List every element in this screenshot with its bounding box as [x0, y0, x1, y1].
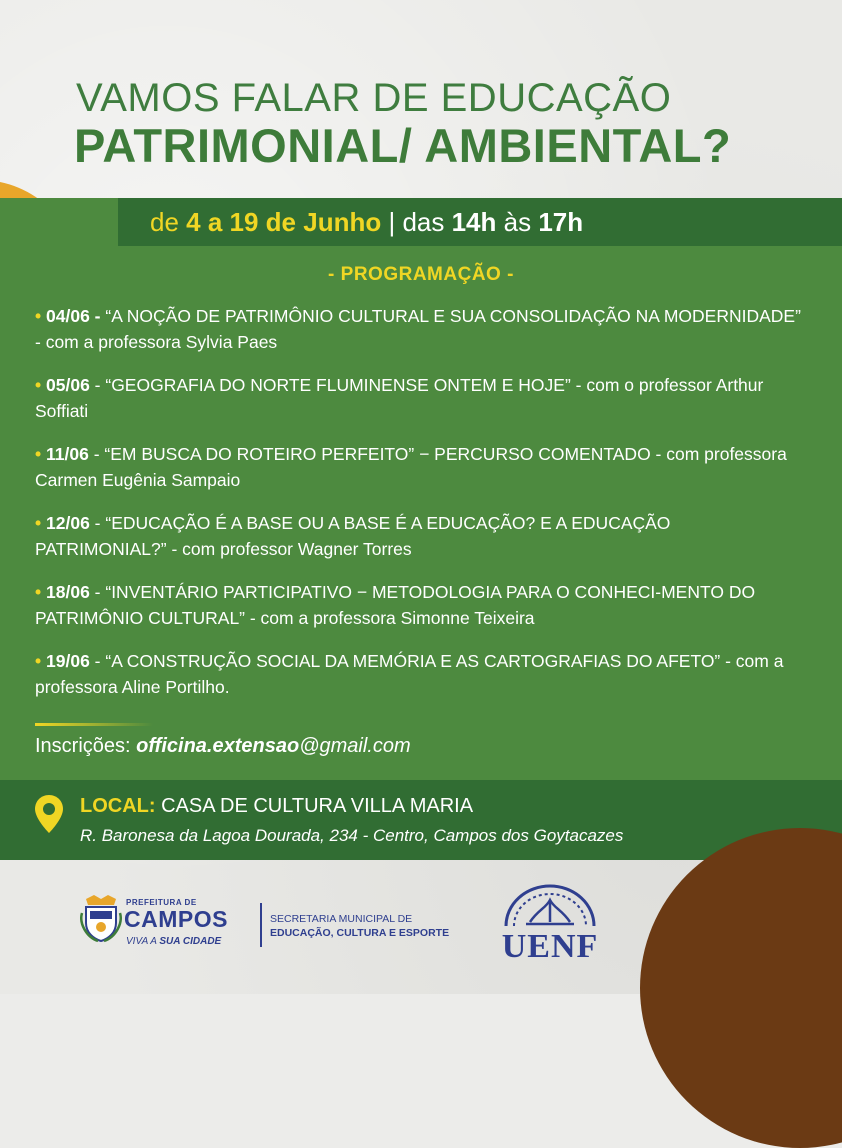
secretaria-label: [270, 912, 449, 940]
email-domain[interactable]: @gmail.com: [299, 735, 411, 757]
schedule-text: - “INVENTÁRIO PARTICIPATIVO − METODOLOGIA PARA O CONHECI-MENTO DO PATRIMÔNIO CULTURAL” - com a professora Simonne Teixeira: [35, 582, 756, 628]
uenf-emblem-icon: [500, 880, 600, 930]
schedule-list: [35, 303, 805, 717]
time-mid: às: [496, 206, 539, 237]
schedule-date: 12/06: [46, 513, 90, 533]
email-user[interactable]: officina.extensao: [136, 735, 300, 757]
campos-name: CAMPOS: [124, 906, 228, 932]
local-label: LOCAL:: [80, 795, 156, 817]
campos-slogan: [126, 936, 221, 947]
time-start: 14h: [451, 206, 497, 237]
bullet-icon: •: [35, 375, 42, 395]
local-address: R. Baronesa da Lagoa Dourada, 234 - Centro, Campos dos Goytacazes: [80, 826, 624, 845]
schedule-item: [35, 648, 805, 700]
bullet-icon: •: [35, 651, 42, 671]
inscricoes-line: [35, 735, 411, 758]
schedule-text: - “EM BUSCA DO ROTEIRO PERFEITO” − PERCURSO COMENTADO - com professora Carmen Eugênia Sampaio: [35, 444, 787, 490]
secretaria-line1: SECRETARIA MUNICIPAL DE: [270, 913, 413, 925]
footer-separator: [260, 903, 262, 947]
date-separator: |: [381, 206, 403, 237]
campos-coat-of-arms-icon: [80, 893, 122, 945]
schedule-date: 11/06: [46, 444, 89, 464]
title-line2: PATRIMONIAL/ AMBIENTAL?: [74, 119, 732, 172]
location-pin-icon: [34, 794, 64, 834]
prefeitura-label: PREFEITURA DE: [126, 898, 197, 907]
schedule-date: 04/06 -: [46, 306, 101, 326]
divider: [35, 723, 153, 726]
local-bar: [0, 780, 842, 860]
date-bar: [118, 198, 842, 246]
slogan-part-b: SUA CIDADE: [159, 936, 222, 947]
time-end: 17h: [538, 206, 584, 237]
bullet-icon: •: [35, 306, 42, 326]
local-title: [80, 795, 473, 818]
schedule-text: - “A CONSTRUÇÃO SOCIAL DA MEMÓRIA E AS CARTOGRAFIAS DO AFETO” - com a professora Aline Portilho.: [35, 651, 784, 697]
title-line1: VAMOS FALAR DE EDUCAÇÃO: [76, 76, 672, 120]
schedule-item: [35, 441, 805, 493]
schedule-item: [35, 372, 805, 424]
schedule-date: 18/06: [46, 582, 90, 602]
date-prefix: de: [150, 206, 187, 237]
schedule-date: 05/06: [46, 375, 90, 395]
local-venue: CASA DE CULTURA VILLA MARIA: [155, 795, 474, 817]
schedule-item: [35, 510, 805, 562]
slogan-part-a: VIVA A: [126, 936, 160, 947]
bullet-icon: •: [35, 582, 42, 602]
times-prefix: das: [402, 206, 452, 237]
schedule-text: - “GEOGRAFIA DO NORTE FLUMINENSE ONTEM E HOJE” - com o professor Arthur Soffiati: [35, 375, 764, 421]
bullet-icon: •: [35, 513, 42, 533]
schedule-text: “A NOÇÃO DE PATRIMÔNIO CULTURAL E SUA CONSOLIDAÇÃO NA MODERNIDADE” - com a professora Sylvia Paes: [35, 306, 801, 352]
schedule-date: 19/06: [46, 651, 90, 671]
schedule-item: [35, 579, 805, 631]
schedule-text: - “EDUCAÇÃO É A BASE OU A BASE É A EDUCAÇÃO? E A EDUCAÇÃO PATRIMONIAL?” - com professor Wagner Torres: [35, 513, 671, 559]
schedule-item: [35, 303, 805, 355]
date-range: 4 a 19 de Junho: [186, 206, 382, 237]
inscricoes-label: Inscrições:: [35, 735, 137, 757]
uenf-name: UENF: [501, 928, 599, 965]
programacao-heading: - PROGRAMAÇÃO -: [328, 264, 514, 285]
secretaria-line2: EDUCAÇÃO, CULTURA E ESPORTE: [270, 927, 450, 939]
bullet-icon: •: [35, 444, 42, 464]
date-text: [150, 207, 583, 238]
